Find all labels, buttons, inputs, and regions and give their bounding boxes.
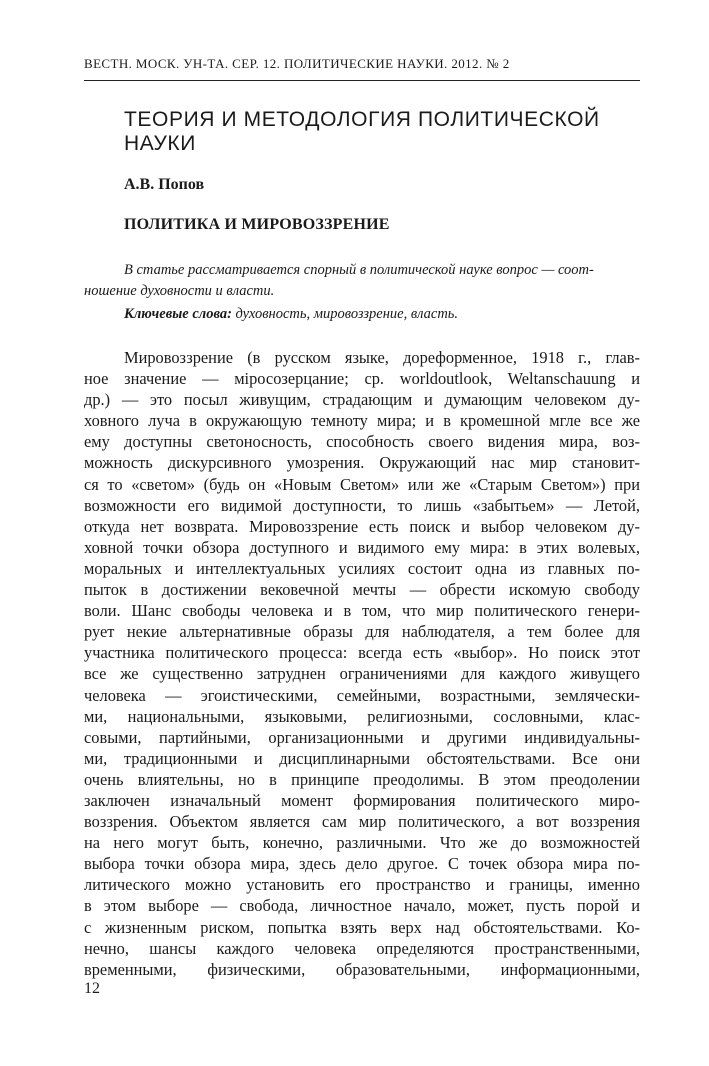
body-line: возможности его видимой доступности, то лишь «забытьем» — Летой, — [84, 495, 640, 515]
body-line: человека — эгоистическими, семейными, возрастными, землячески- — [84, 685, 640, 705]
keywords — [124, 306, 640, 323]
article-title: ПОЛИТИКА И МИРОВОЗЗРЕНИЕ — [124, 216, 390, 233]
body-line: все же существенно затруднен ограничениями для каждого живущего — [84, 664, 640, 684]
body-line: очень влиятельны, но в принципе преодолимы. В этом преодолении — [84, 769, 640, 789]
body-line: др.) — это посыл живущим, страдающим и думающим человеком ду- — [84, 390, 640, 410]
body-line: ему доступны светоносность, способность своего видения мира, воз- — [84, 432, 640, 452]
body-line: выбора точки обзора мира, здесь дело другое. С точек обзора мира по- — [84, 854, 640, 874]
body-line: нечно, шансы каждого человека определяются пространственными, — [84, 938, 640, 958]
body-line: моральных и интеллектуальных усилиях состоит одна из главных по- — [84, 558, 640, 578]
abstract-line: В статье рассматривается спорный в политической науке вопрос — соот- — [124, 262, 594, 278]
body-paragraph — [84, 347, 640, 980]
body-line: с жизненным риском, попытка взять верх над обстоятельствами. Ко- — [84, 917, 640, 937]
header-rule — [84, 80, 640, 81]
running-header: ВЕСТН. МОСК. УН-ТА. СЕР. 12. ПОЛИТИЧЕСКИЕ НАУКИ. 2012. № 2 — [84, 56, 510, 71]
body-line: ное значение — міросозерцание; ср. worldoutlook, Weltanschauung и — [84, 369, 640, 389]
body-line: ховного луча в окружающую темноту мира; и в кромешной мгле все же — [84, 411, 640, 431]
body-line: воли. Шанс свободы человека и в том, что мир политического генери- — [84, 601, 640, 621]
body-line: рует некие альтернативные образы для наблюдателя, а тем более для — [84, 622, 640, 642]
abstract-line: ношение духовности и власти. — [84, 283, 275, 299]
body-line: ся то «светом» (будь он «Новым Светом» или же «Старым Светом») при — [84, 474, 640, 494]
body-line: пыток в достижении вековечной мечты — обрести искомую свободу — [84, 580, 640, 600]
body-line: заключен изначальный момент формирования политического миро- — [84, 790, 640, 810]
body-line: временными, физическими, образовательными, информационными, — [84, 959, 640, 979]
body-line: ховной точки обзора доступного и видимого ему мира: в этих волевых, — [84, 537, 640, 557]
page-number: 12 — [84, 980, 100, 997]
body-line: в этом выборе — свобода, личностное начало, может, пусть порой и — [84, 896, 640, 916]
body-line: участника политического процесса: всегда есть «выбор». Но поиск этот — [84, 643, 640, 663]
body-line: Мировоззрение (в русском языке, дореформенное, 1918 г., глав- — [124, 348, 640, 367]
author-name: А.В. Попов — [124, 176, 205, 193]
keywords-text: духовность, мировоззрение, власть. — [231, 306, 459, 322]
body-line: ми, национальными, языковыми, религиозными, сословными, клас- — [84, 706, 640, 726]
body-line: литического можно установить его пространство и границы, именно — [84, 875, 640, 895]
body-line: совыми, партийными, организационными и другими индивидуальны- — [84, 727, 640, 747]
section-title: ТЕОРИЯ И МЕТОДОЛОГИЯ ПОЛИТИЧЕСКОЙ НАУКИ — [124, 108, 600, 155]
body-line: воззрения. Объектом является сам мир политического, а вот воззрения — [84, 812, 640, 832]
body-line: на него могут быть, конечно, различными. Что же до возможностей — [84, 833, 640, 853]
keywords-label: Ключевые слова: — [124, 306, 232, 322]
body-line: ми, традиционными и дисциплинарными обстоятельствами. Все они — [84, 748, 640, 768]
body-line: можность дискурсивного умозрения. Окружающий нас мир становит- — [84, 453, 640, 473]
body-line: откуда нет возврата. Мировоззрение есть поиск и выбор человеком ду- — [84, 516, 640, 536]
abstract — [84, 260, 640, 302]
